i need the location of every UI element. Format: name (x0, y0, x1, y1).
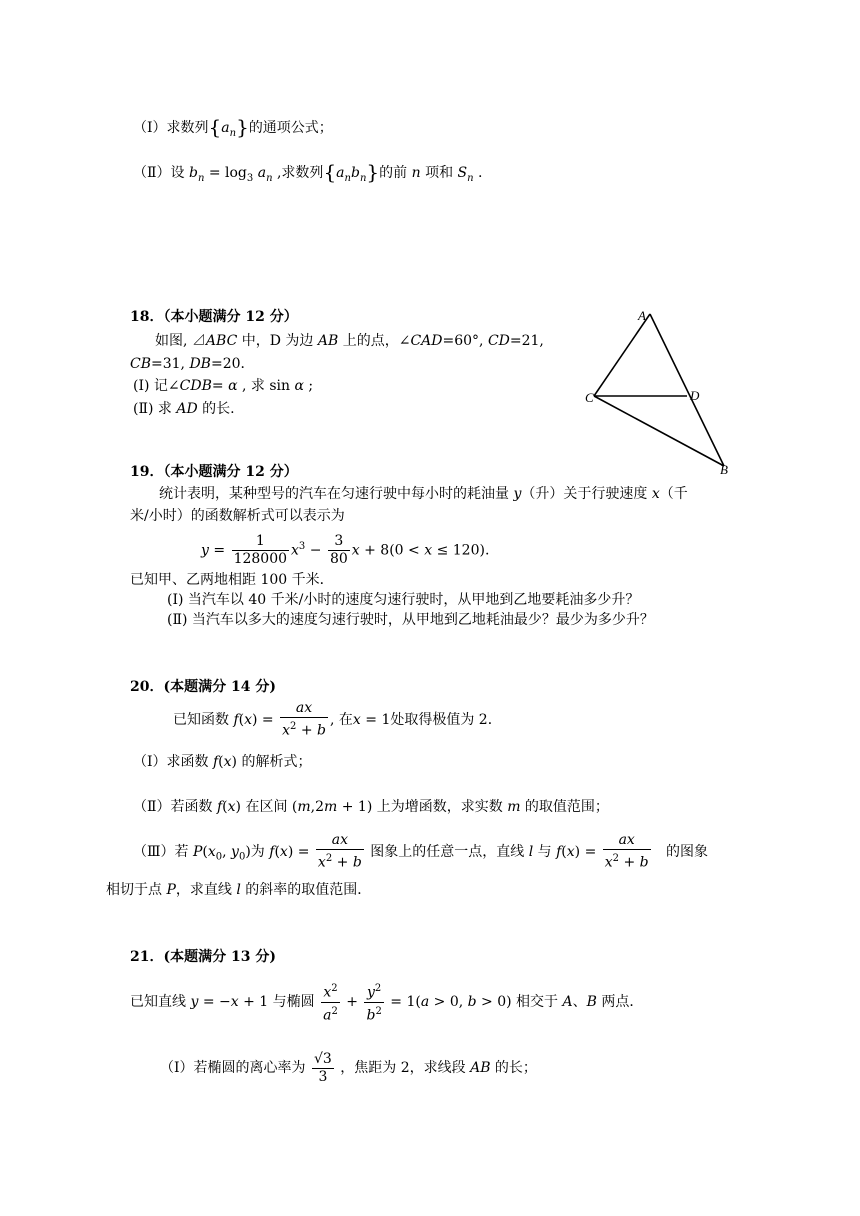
label-b: B (720, 462, 728, 477)
p19-part1: (Ⅰ) 当汽车以 40 千米/小时的速度匀速行驶时，从甲地到乙地要耗油多少升？ (167, 592, 640, 608)
p21-part1: （Ⅰ）若椭圆的离心率为 $\frac{√3}{3}$ ，焦距为 2，求线段 AB 的长； (160, 1050, 537, 1085)
p20-text1: 已知函数 f(x) = $\frac{ax}{x^2 + b}$ , 在x = 1处取得极值为 2． (173, 700, 502, 739)
p18-text1: 如图, ⊿ABC 中，D 为边 AB 上的点，∠CAD=60°, CD=21, (155, 333, 544, 349)
p19-header: 19．（本小题满分 12 分） (130, 464, 298, 480)
p18-part1: (Ⅰ) 记∠CDB= α , 求 sin α ; (133, 378, 314, 394)
p19-text1: 统计表明，某种型号的汽车在匀速行驶中每小时的耗油量 y（升）关于行驶速度 x（千 (159, 486, 688, 502)
p20-part3a: （Ⅲ）若 $P(x_0$, $y_0$)为 f(x) = $\frac{ax}{x^2 + b}$ 图象上的任意一点，直线 l 与 f(x) = $\frac{ax}{x^2 + b}$ 的图象 (133, 832, 708, 871)
p17-part2: （Ⅱ）设 $b_n = \log_3 a_n$ ,求数列$\{a_nb_n\}$的前 n 项和 $S_n$ . (133, 160, 483, 184)
p20-header: 20．(本题满分 14 分) (130, 679, 276, 695)
label-c: C (585, 390, 594, 405)
side-ac (594, 314, 650, 396)
p19-formula: y = $\frac{1}{128000}$ $x^3$ − $\frac{3}{80}$ x + 8(0 < x ≤ 120). (201, 533, 490, 568)
triangle-figure (580, 302, 740, 480)
p20-part3b: 相切于点 P，求直线 l 的斜率的取值范围． (106, 882, 372, 898)
p18-header: 18．（本小题满分 12 分） (130, 309, 298, 325)
p20-part1: （Ⅰ）求函数 f(x) 的解析式； (133, 754, 312, 770)
label-d: D (690, 388, 700, 403)
p20-part2: （Ⅱ）若函数 f(x) 在区间 (m,2m + 1) 上为增函数，求实数 m 的取值范围； (133, 799, 609, 815)
side-cb (594, 396, 724, 466)
p17-part1: （Ⅰ）求数列$\{a_n\}$的通项公式； (133, 115, 333, 139)
p19-text2: 米/小时）的函数解析式可以表示为 (130, 508, 345, 524)
p18-text2: CB=31, DB=20． (130, 356, 255, 372)
p19-part2: (Ⅱ) 当汽车以多大的速度匀速行驶时，从甲地到乙地耗油最少？最少为多少升？ (167, 612, 654, 628)
p19-text3: 已知甲、乙两地相距 100 千米． (130, 572, 334, 588)
side-ab (650, 314, 724, 466)
p18-part2: (Ⅱ) 求 AD 的长. (133, 401, 235, 417)
p21-header: 21．(本题满分 13 分) (130, 949, 276, 965)
label-a: A (638, 308, 646, 323)
p21-text1: 已知直线 y = −x + 1 与椭圆 $\frac{x^2}{a^2}$ + $\frac{y^2}{b^2}$ = 1(a > 0, b > 0) 相交于 A、B 两点． (130, 980, 643, 1024)
